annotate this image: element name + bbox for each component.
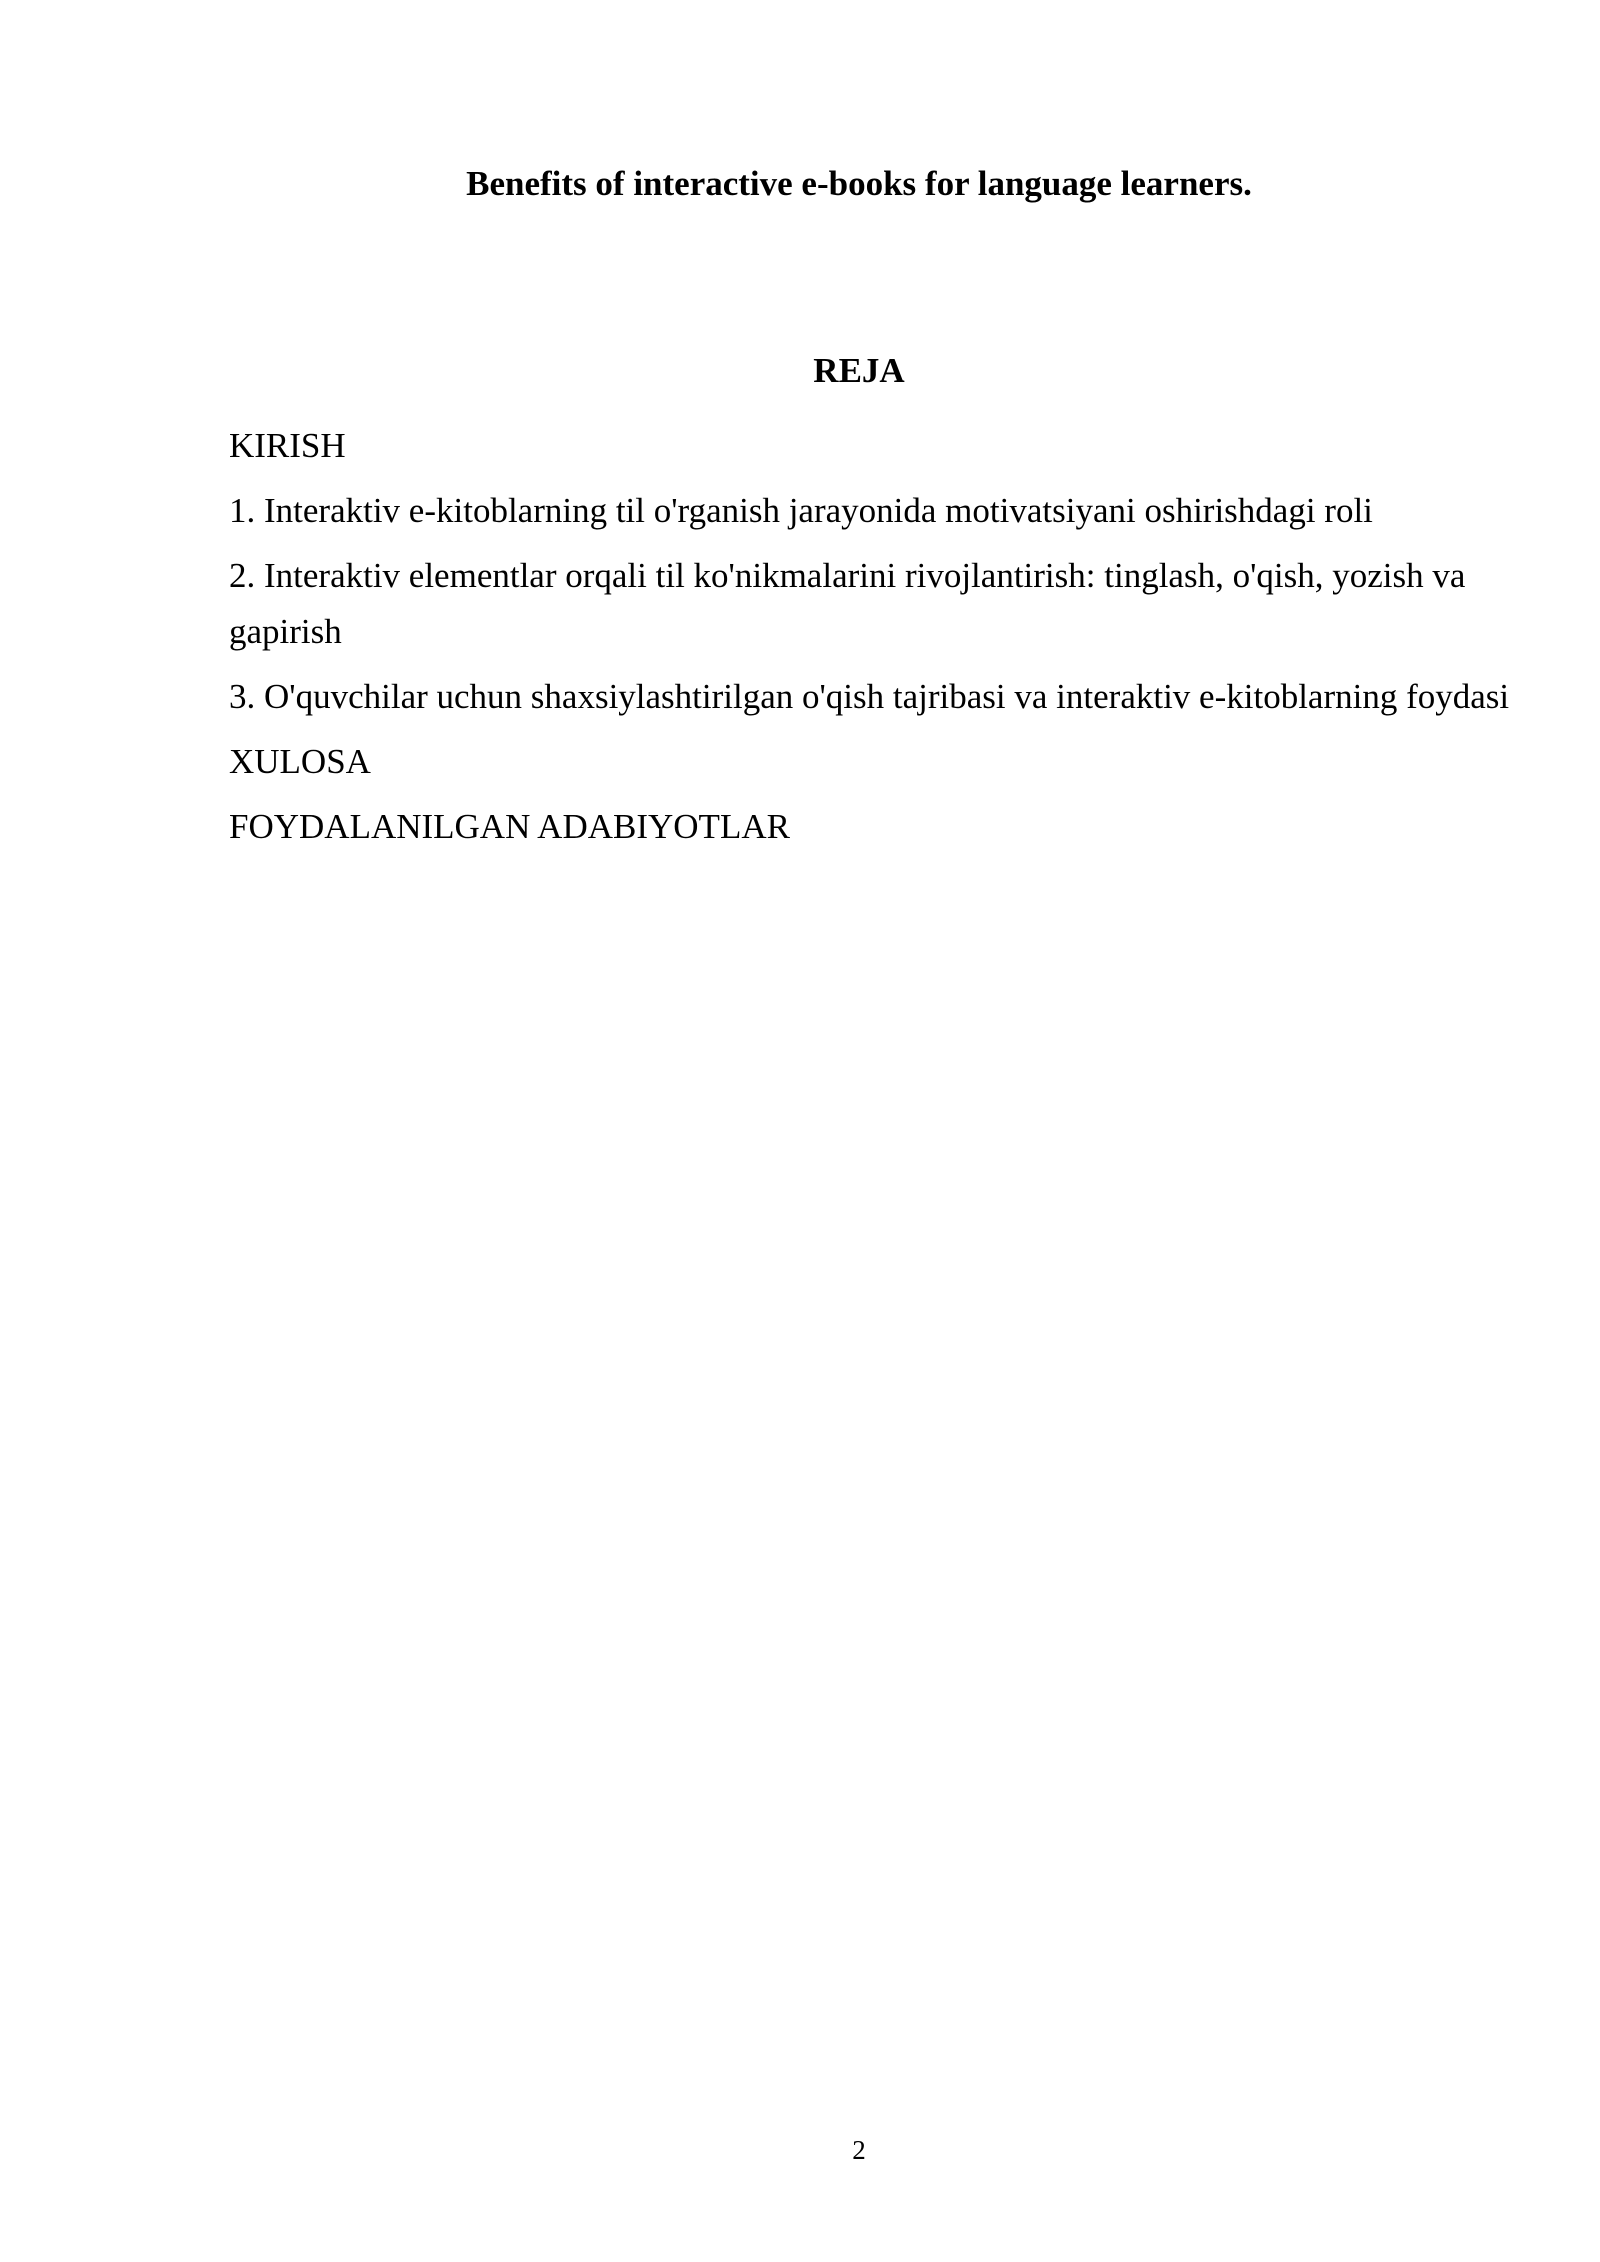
plan-item-3: 3. O'quvchilar uchun shaxsiylashtirilgan o'qish tajribasi va interaktiv e-kitoblarning foydasi (229, 677, 1510, 716)
plan-item-references: FOYDALANILGAN ADABIYOTLAR (229, 807, 790, 846)
plan-item-conclusion: XULOSA (229, 742, 371, 781)
plan-item-2: 2. Interaktiv elementlar orqali til ko'nikmalarini rivojlantirish: tinglash, o'qish, yozish va gapirish (229, 556, 1466, 651)
plan-list (229, 418, 1529, 864)
plan-heading: REJA (813, 351, 905, 390)
page-number: 2 (852, 2135, 866, 2165)
plan-item-1: 1. Interaktiv e-kitoblarning til o'rganish jarayonida motivatsiyani oshirishdagi roli (229, 491, 1373, 530)
plan-item-introduction: KIRISH (229, 426, 346, 465)
document-title: Benefits of interactive e-books for language learners. (466, 164, 1252, 203)
